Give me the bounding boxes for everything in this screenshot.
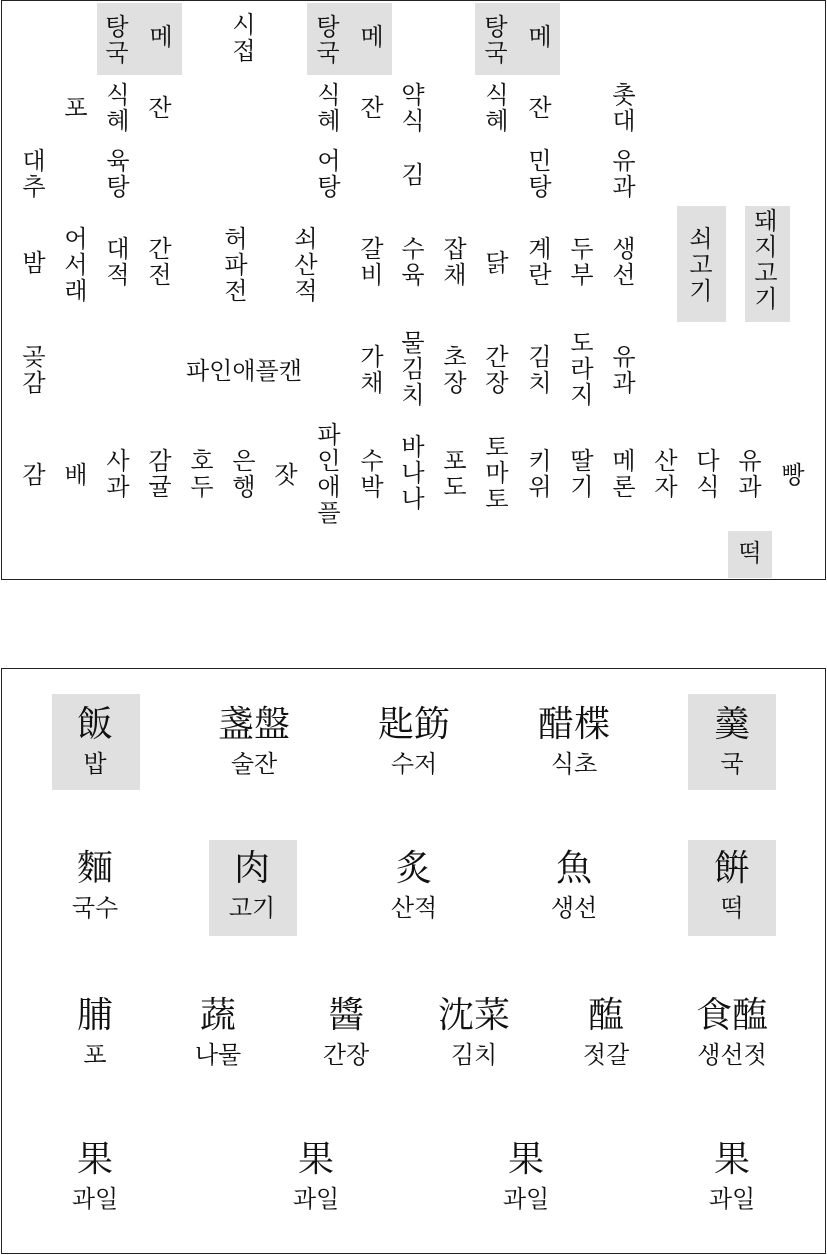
hangul-label: 생선젓 xyxy=(697,1041,767,1069)
upper-item: 키 위 xyxy=(528,447,552,501)
upper-item: 갈 비 xyxy=(360,235,384,289)
hanja-label: 餠 xyxy=(713,848,750,889)
hanja-label: 脯 xyxy=(76,995,113,1036)
upper-item: 메 xyxy=(360,23,384,51)
upper-item: 식 혜 xyxy=(317,81,341,135)
upper-item: 은 행 xyxy=(232,447,256,501)
hangul-label: 젓갈 xyxy=(582,1041,630,1069)
hangul-label: 국 xyxy=(720,750,744,778)
upper-item: 초 장 xyxy=(443,343,467,397)
lower-item xyxy=(50,846,140,924)
lower-item xyxy=(194,702,314,780)
lower-item xyxy=(207,846,297,924)
lower-item xyxy=(414,993,534,1071)
upper-item: 사 과 xyxy=(106,447,130,501)
upper-item: 간 장 xyxy=(485,343,509,397)
upper-item: 어 서 래 xyxy=(64,225,88,305)
upper-item: 포 xyxy=(64,94,88,122)
lower-item xyxy=(529,846,619,924)
hangul-label: 간장 xyxy=(322,1041,370,1069)
upper-item: 촛 대 xyxy=(612,81,636,135)
lower-item xyxy=(481,1137,571,1215)
hanja-label: 醢 xyxy=(587,995,624,1036)
lower-item xyxy=(672,993,792,1071)
upper-item: 도 라 지 xyxy=(570,329,594,409)
hangul-label: 식초 xyxy=(550,750,598,778)
hangul-label: 과일 xyxy=(502,1185,550,1213)
upper-item: 간 전 xyxy=(148,235,172,289)
upper-item: 포 도 xyxy=(443,447,467,501)
lower-item xyxy=(687,702,777,780)
upper-item: 호 두 xyxy=(190,447,214,501)
hanja-label: 果 xyxy=(76,1139,113,1180)
upper-item: 파 인 애 플 xyxy=(317,421,341,527)
upper-item: 닭 xyxy=(485,249,509,277)
upper-item: 수 육 xyxy=(401,235,425,289)
lower-item xyxy=(271,1137,361,1215)
upper-item: 밤 xyxy=(22,249,46,277)
upper-item: 대 적 xyxy=(106,235,130,289)
hanja-label: 盞盤 xyxy=(217,704,290,745)
lower-item xyxy=(173,993,263,1071)
hanja-label: 果 xyxy=(297,1139,334,1180)
upper-item: 떡 xyxy=(738,539,762,567)
hanja-label: 果 xyxy=(713,1139,750,1180)
hangul-label: 고기 xyxy=(228,894,276,922)
upper-item: 가 채 xyxy=(360,343,384,397)
upper-item: 김 치 xyxy=(528,343,552,397)
upper-item: 허 파 전 xyxy=(224,225,248,305)
hangul-label: 산적 xyxy=(390,894,438,922)
hanja-label: 果 xyxy=(507,1139,544,1180)
hanja-label: 羹 xyxy=(713,704,750,745)
hanja-label: 醬 xyxy=(327,995,364,1036)
upper-item: 탕 국 xyxy=(105,13,129,67)
upper-item: 어 탕 xyxy=(317,147,341,201)
lower-item xyxy=(354,702,474,780)
hangul-label: 수저 xyxy=(390,750,438,778)
lower-item xyxy=(301,993,391,1071)
upper-item: 유 과 xyxy=(612,147,636,201)
hangul-label: 술잔 xyxy=(230,750,278,778)
upper-item: 식 혜 xyxy=(106,81,130,135)
upper-item: 시 접 xyxy=(232,11,256,65)
upper-item: 수 박 xyxy=(360,447,384,501)
lower-item xyxy=(687,1137,777,1215)
upper-item: 계 란 xyxy=(528,235,552,289)
upper-item: 잔 xyxy=(148,94,172,122)
upper-item: 김 xyxy=(401,161,425,189)
upper-item: 다 식 xyxy=(696,447,720,501)
hangul-label: 과일 xyxy=(292,1185,340,1213)
hanja-label: 麵 xyxy=(76,848,113,889)
upper-item: 메 xyxy=(528,23,552,51)
hangul-label: 과일 xyxy=(71,1185,119,1213)
lower-item xyxy=(50,1137,140,1215)
upper-item: 바 나 나 xyxy=(401,433,425,513)
hangul-label: 김치 xyxy=(450,1041,498,1069)
upper-item: 탕 국 xyxy=(316,13,340,67)
upper-item: 유 과 xyxy=(612,343,636,397)
upper-item: 잔 xyxy=(528,94,552,122)
hangul-label: 나물 xyxy=(194,1041,242,1069)
hanja-label: 匙筯 xyxy=(377,704,450,745)
hanja-label: 魚 xyxy=(555,848,592,889)
upper-item: 토 마 토 xyxy=(485,433,509,513)
upper-item: 빵 xyxy=(781,461,805,489)
upper-item: 육 탕 xyxy=(106,147,130,201)
lower-item xyxy=(561,993,651,1071)
lower-item xyxy=(369,846,459,924)
hanja-label: 沈菜 xyxy=(437,995,510,1036)
hanja-label: 蔬 xyxy=(199,995,236,1036)
upper-item: 산 자 xyxy=(654,447,678,501)
lower-item xyxy=(50,993,140,1071)
hanja-label: 飯 xyxy=(76,704,113,745)
lower-item xyxy=(50,702,140,780)
upper-item: 배 xyxy=(64,461,88,489)
upper-item: 곶 감 xyxy=(22,343,46,397)
upper-item: 감 귤 xyxy=(148,447,172,501)
upper-item: 유 과 xyxy=(738,447,762,501)
hangul-label: 과일 xyxy=(708,1185,756,1213)
hanja-label: 炙 xyxy=(395,848,432,889)
hanja-label: 食醢 xyxy=(695,995,768,1036)
hangul-label: 밥 xyxy=(83,750,107,778)
hangul-label: 생선 xyxy=(550,894,598,922)
upper-item: 생 선 xyxy=(612,235,636,289)
upper-item: 파인애플캔 xyxy=(186,357,302,385)
upper-item: 메 론 xyxy=(612,447,636,501)
upper-item: 쇠 산 적 xyxy=(294,225,318,305)
upper-item: 탕 국 xyxy=(484,13,508,67)
upper-item: 식 혜 xyxy=(485,81,509,135)
hangul-label: 떡 xyxy=(720,894,744,922)
upper-item: 잡 채 xyxy=(443,235,467,289)
upper-item: 약 식 xyxy=(401,81,425,135)
upper-item: 잣 xyxy=(274,461,298,489)
lower-item xyxy=(514,702,634,780)
lower-item xyxy=(687,846,777,924)
upper-item: 딸 기 xyxy=(570,447,594,501)
upper-item: 물 김 치 xyxy=(401,329,425,409)
upper-item: 쇠 고 기 xyxy=(689,225,713,305)
hanja-label: 肉 xyxy=(233,848,270,889)
hangul-label: 포 xyxy=(83,1041,107,1069)
upper-item: 잔 xyxy=(360,94,384,122)
upper-item: 메 xyxy=(149,23,173,51)
upper-item: 돼 지 고 기 xyxy=(754,207,778,313)
upper-item: 감 xyxy=(22,461,46,489)
upper-item: 대 추 xyxy=(22,147,46,201)
upper-item: 두 부 xyxy=(570,235,594,289)
upper-item: 민 탕 xyxy=(528,147,552,201)
hangul-label: 국수 xyxy=(71,894,119,922)
hanja-label: 醋楪 xyxy=(537,704,610,745)
